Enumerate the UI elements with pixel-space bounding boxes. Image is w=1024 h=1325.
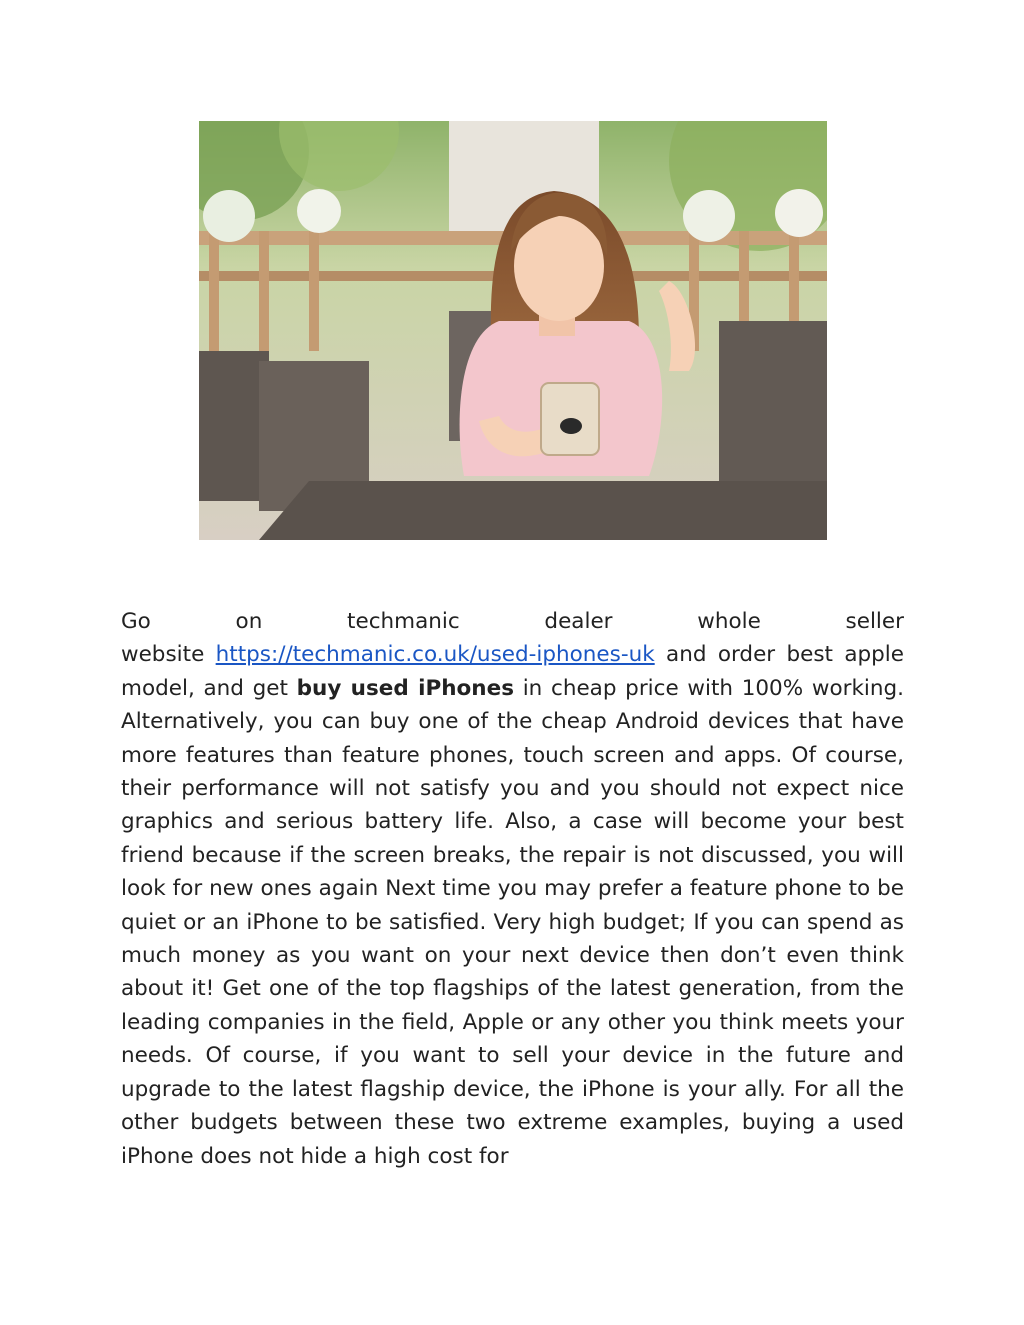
bold-keyword: buy used iPhones xyxy=(296,675,514,701)
woman-with-phone-illustration xyxy=(199,121,827,540)
text-after-bold: in cheap price with 100% working. Alternatively, you can buy one of the cheap Android devices that have more features than feature phones, touch screen and apps. Of course, their performance will not satisfy you and you should not expect nice graphics and serious battery life. Also, a case will become your best friend because if the screen breaks, the repair is not discussed, you will look for new ones again Next time you may prefer a feature phone to be quiet or an iPhone to be satisfied. Very high budget; If you can spend as much money as you want on your next device then don’t even think about it! Get one of the top flagships of the latest generation, from the leading companies in the field, Apple or any other you think meets your needs. Of course, if you want to sell your device in the future and upgrade to the latest flagship device, the iPhone is your ally. For all the other budgets between these two extreme examples, buying a used iPhone does not hide a high cost for xyxy=(121,675,904,1169)
word: dealer xyxy=(544,609,613,634)
text-before-link: website xyxy=(121,642,216,668)
techmanic-link[interactable]: https://techmanic.co.uk/used-iphones-uk xyxy=(215,642,655,668)
word: Go xyxy=(121,609,151,634)
first-line xyxy=(121,605,904,638)
hero-photo xyxy=(199,121,827,540)
word: on xyxy=(235,609,263,634)
word: techmanic xyxy=(347,609,460,634)
text-after-link: and order best apple model, and get xyxy=(121,642,904,701)
paragraph xyxy=(121,638,904,1173)
article-body xyxy=(121,605,904,1173)
word: seller xyxy=(845,609,904,634)
word: whole xyxy=(697,609,761,634)
